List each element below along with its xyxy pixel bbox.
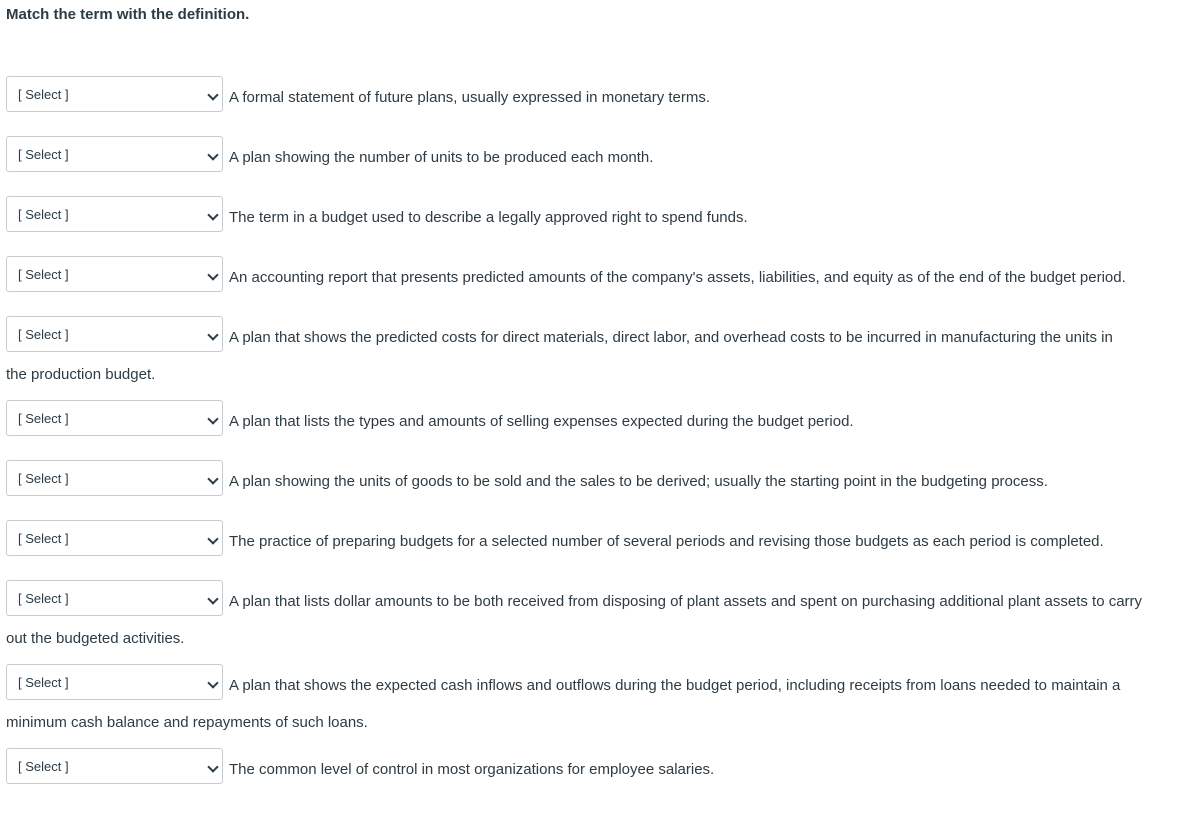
definition-text: A plan that shows the expected cash inflows and outflows during the budget period, including receipts from loans needed to maintain a bbox=[229, 677, 1121, 694]
definition-continuation: out the budgeted activities. bbox=[6, 630, 185, 647]
term-select-value: [ Select ] bbox=[18, 759, 69, 774]
term-select[interactable] bbox=[6, 136, 223, 172]
term-select[interactable] bbox=[6, 256, 223, 292]
term-select-value: [ Select ] bbox=[18, 267, 69, 282]
chevron-down-icon bbox=[207, 149, 218, 160]
term-select[interactable] bbox=[6, 748, 223, 784]
chevron-down-icon bbox=[207, 209, 218, 220]
term-select[interactable] bbox=[6, 316, 223, 352]
definition-text: A formal statement of future plans, usually expressed in monetary terms. bbox=[229, 89, 711, 106]
term-select[interactable] bbox=[6, 400, 223, 436]
term-select[interactable] bbox=[6, 196, 223, 232]
term-select-value: [ Select ] bbox=[18, 327, 69, 342]
chevron-down-icon bbox=[207, 89, 218, 100]
definition-text: An accounting report that presents predicted amounts of the company's assets, liabilities, and equity as of the end of the budget period. bbox=[229, 269, 1126, 286]
chevron-down-icon bbox=[207, 593, 218, 604]
definition-text: A plan showing the number of units to be produced each month. bbox=[229, 149, 654, 166]
term-select-value: [ Select ] bbox=[18, 675, 69, 690]
definition-text: A plan that lists the types and amounts of selling expenses expected during the budget period. bbox=[229, 413, 854, 430]
chevron-down-icon bbox=[207, 761, 218, 772]
term-select-value: [ Select ] bbox=[18, 147, 69, 162]
term-select[interactable] bbox=[6, 520, 223, 556]
chevron-down-icon bbox=[207, 677, 218, 688]
term-select-value: [ Select ] bbox=[18, 87, 69, 102]
definition-text: The term in a budget used to describe a legally approved right to spend funds. bbox=[229, 209, 748, 226]
term-select-value: [ Select ] bbox=[18, 471, 69, 486]
term-select-value: [ Select ] bbox=[18, 531, 69, 546]
term-select[interactable] bbox=[6, 664, 223, 700]
question-title: Match the term with the definition. bbox=[6, 6, 250, 23]
definition-continuation: the production budget. bbox=[6, 366, 156, 383]
definition-text: A plan that shows the predicted costs for direct materials, direct labor, and overhead costs to be incurred in manufacturing the units in bbox=[229, 329, 1113, 346]
chevron-down-icon bbox=[207, 413, 218, 424]
term-select[interactable] bbox=[6, 76, 223, 112]
chevron-down-icon bbox=[207, 329, 218, 340]
term-select-value: [ Select ] bbox=[18, 591, 69, 606]
term-select[interactable] bbox=[6, 460, 223, 496]
definition-text: A plan showing the units of goods to be sold and the sales to be derived; usually the starting point in the budgeting process. bbox=[229, 473, 1048, 490]
chevron-down-icon bbox=[207, 269, 218, 280]
definition-text: The common level of control in most organizations for employee salaries. bbox=[229, 761, 715, 778]
definition-text: The practice of preparing budgets for a selected number of several periods and revising those budgets as each period is completed. bbox=[229, 533, 1104, 550]
term-select-value: [ Select ] bbox=[18, 207, 69, 222]
term-select-value: [ Select ] bbox=[18, 411, 69, 426]
definition-continuation: minimum cash balance and repayments of such loans. bbox=[6, 714, 368, 731]
definition-text: A plan that lists dollar amounts to be both received from disposing of plant assets and spent on purchasing additional plant assets to carry bbox=[229, 593, 1143, 610]
chevron-down-icon bbox=[207, 533, 218, 544]
chevron-down-icon bbox=[207, 473, 218, 484]
term-select[interactable] bbox=[6, 580, 223, 616]
